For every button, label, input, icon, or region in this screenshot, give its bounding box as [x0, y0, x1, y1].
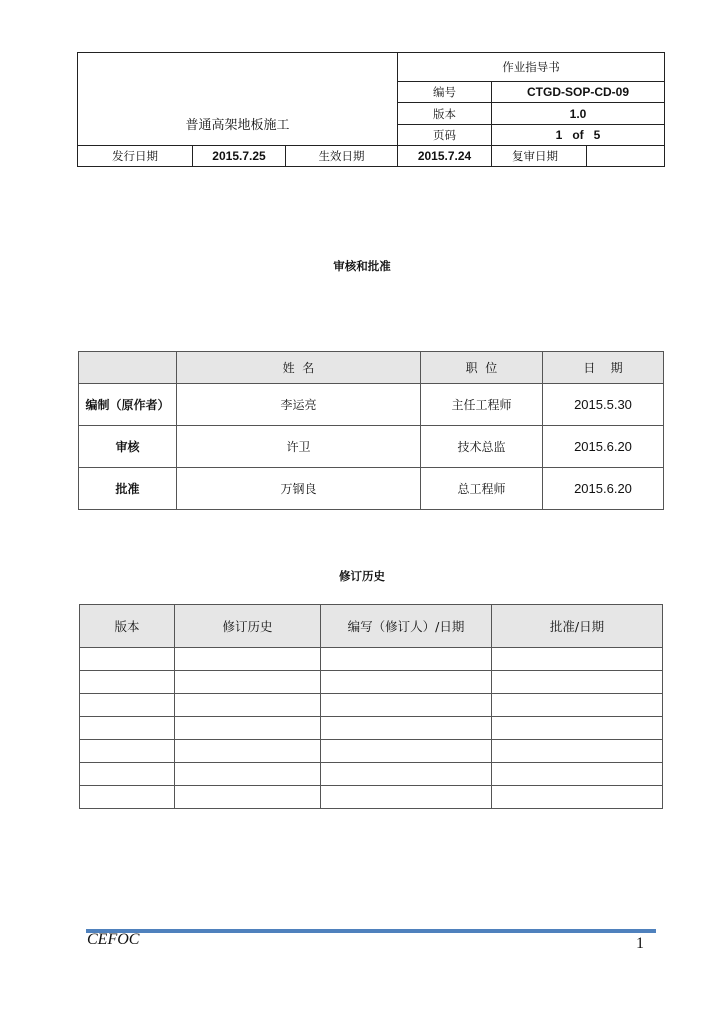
- history-cell: [175, 740, 321, 763]
- review-date-value: [587, 146, 665, 167]
- history-cell: [175, 671, 321, 694]
- approval-date-cell: [492, 694, 663, 717]
- effective-date-value: 2015.7.24: [398, 146, 492, 167]
- author-date-cell: [321, 671, 492, 694]
- approval-col-role: [79, 352, 177, 384]
- history-cell: [175, 763, 321, 786]
- version-value: 1.0: [492, 103, 665, 125]
- approval-date-cell: [492, 717, 663, 740]
- revision-col-approval-date: 批准/日期: [492, 605, 663, 648]
- approval-col-position: 职 位: [421, 352, 543, 384]
- date-cell: 2015.6.20: [543, 426, 664, 468]
- table-row: [79, 468, 664, 510]
- author-date-cell: [321, 717, 492, 740]
- role-cell: 批准: [79, 468, 177, 510]
- issue-date-label: 发行日期: [78, 146, 193, 167]
- effective-date-label: 生效日期: [286, 146, 398, 167]
- author-date-cell: [321, 763, 492, 786]
- history-cell: [175, 694, 321, 717]
- approval-date-cell: [492, 786, 663, 809]
- version-cell: [80, 694, 175, 717]
- version-cell: [80, 740, 175, 763]
- name-cell: 许卫: [177, 426, 421, 468]
- document-header-table: [77, 52, 665, 167]
- review-date-label: 复审日期: [492, 146, 587, 167]
- revision-col-author-date: 编写（修订人）/日期: [321, 605, 492, 648]
- table-row: [80, 694, 663, 717]
- table-row: [80, 717, 663, 740]
- page-value: 1 of 5: [492, 125, 665, 146]
- footer-divider: [86, 929, 656, 933]
- table-row: [80, 648, 663, 671]
- document-title: 普通高架地板施工: [78, 53, 398, 146]
- revision-header-row: [80, 605, 663, 648]
- version-cell: [80, 763, 175, 786]
- approval-col-name: 姓 名: [177, 352, 421, 384]
- version-cell: [80, 671, 175, 694]
- footer-company: CEFOC: [87, 931, 140, 948]
- revision-history-table: [79, 604, 663, 809]
- author-date-cell: [321, 694, 492, 717]
- table-row: [80, 786, 663, 809]
- revision-section-title: 修订历史: [339, 569, 385, 583]
- approval-col-date: 日 期: [543, 352, 664, 384]
- doc-number-value: CTGD-SOP-CD-09: [492, 82, 665, 103]
- approval-date-cell: [492, 671, 663, 694]
- revision-col-history: 修订历史: [175, 605, 321, 648]
- approval-date-cell: [492, 648, 663, 671]
- revision-col-version: 版本: [80, 605, 175, 648]
- approval-date-cell: [492, 763, 663, 786]
- role-cell: 编制（原作者）: [79, 384, 177, 426]
- author-date-cell: [321, 786, 492, 809]
- version-cell: [80, 717, 175, 740]
- position-cell: 总工程师: [421, 468, 543, 510]
- version-cell: [80, 648, 175, 671]
- version-cell: [80, 786, 175, 809]
- footer-page-number: 1: [636, 935, 644, 952]
- history-cell: [175, 786, 321, 809]
- table-row: [80, 763, 663, 786]
- table-row: [79, 384, 664, 426]
- name-cell: 李运亮: [177, 384, 421, 426]
- position-cell: 主任工程师: [421, 384, 543, 426]
- approval-section-title: 审核和批准: [333, 259, 391, 273]
- author-date-cell: [321, 648, 492, 671]
- doc-number-label: 编号: [398, 82, 492, 103]
- issue-date-value: 2015.7.25: [193, 146, 286, 167]
- history-cell: [175, 648, 321, 671]
- page-label: 页码: [398, 125, 492, 146]
- position-cell: 技术总监: [421, 426, 543, 468]
- approval-date-cell: [492, 740, 663, 763]
- table-row: [79, 426, 664, 468]
- approval-header-row: [79, 352, 664, 384]
- approval-table: [78, 351, 664, 510]
- history-cell: [175, 717, 321, 740]
- date-cell: 2015.5.30: [543, 384, 664, 426]
- version-label: 版本: [398, 103, 492, 125]
- author-date-cell: [321, 740, 492, 763]
- table-row: [80, 740, 663, 763]
- document-type: 作业指导书: [398, 53, 665, 82]
- name-cell: 万钢良: [177, 468, 421, 510]
- table-row: [80, 671, 663, 694]
- role-cell: 审核: [79, 426, 177, 468]
- date-cell: 2015.6.20: [543, 468, 664, 510]
